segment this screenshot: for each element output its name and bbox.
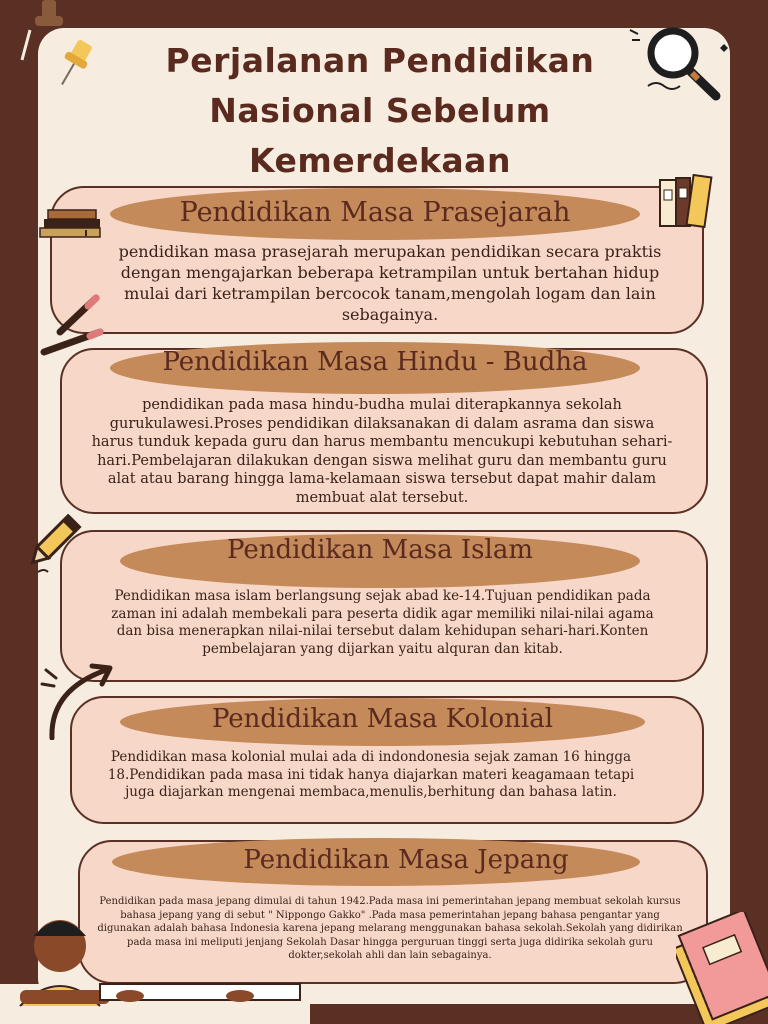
section-heading: Pendidikan Masa Prasejarah <box>179 197 571 228</box>
magnifying-glass-icon <box>628 18 748 108</box>
section-text: pendidikan pada masa hindu-budha mulai diterapkannya sekolah gurukulawesi.Proses pendidikan dilaksanakan di dalam asrama dan siswa harus tunduk kepada guru dan harus membantu mencukupi kebutuhan sehari-hari.Pembelajaran dilakukan dengan siswa melihat guru dan membantu guru alat atau barang hingga lama-kelamaan siswa tersebut dapat mahir dalam membuat alat tersebut. <box>91 397 673 506</box>
pencils-icon <box>36 292 108 358</box>
section-text: pendidikan masa prasejarah merupakan pendidikan secara praktis dengan mengajarkan beberapa ketrampilan untuk bertahan hidup mulai dari ketrampilan bercocok tanam,mengolah logam dan lain sebagainya. <box>118 242 662 324</box>
pencil-icon <box>24 514 84 576</box>
section-heading: Pendidikan Masa Kolonial <box>211 704 554 734</box>
books-icon <box>38 206 106 242</box>
section-text: Pendidikan masa islam berlangsung sejak abad ke-14.Tujuan pendidikan pada zaman ini adalah membekali para peserta didik agar memiliki nilai-nilai agama dan bisa menerapkan nilai-nilai tersebut dalam kehidupan sehari-hari.Konten pembelajaran yang dijarkan yaitu alquran dan kitab. <box>111 588 654 657</box>
section-text: Pendidikan masa kolonial mulai ada di indondonesia sejak zaman 16 hingga 18.Pendidikan pada masa ini tidak hanya diajarkan materi keagamaan tetapi juga diajarkan mengenai membaca,menulis,berhitung dan bahasa latin. <box>107 749 635 800</box>
push-pin-icon <box>20 0 100 100</box>
section-heading: Pendidikan Masa Hindu - Budha <box>162 347 588 377</box>
binders-icon <box>658 174 722 230</box>
curved-arrow-icon <box>40 660 120 740</box>
boy-reading-icon <box>0 906 310 1024</box>
section-heading: Pendidikan Masa Islam <box>227 535 533 565</box>
section-text: Pendidikan pada masa jepang dimulai di tahun 1942.Pada masa ini pemerintahan jepang membuat sekolah kursus bahasa jepang yang di sebut " Nippongo Gakko" .Pada masa pemerintahan jepang bahasa pengantar yang digunakan adalah bahasa Indonesia karena jepang melarang menggunakan bahasa sekolah.Sekolah yang didirikan pada masa ini meliputi jenjang Sekolah Dasar hingga perguruan tinggi serta juga didirika sekolah guru dokter,sekolah ahli dan lain sebagainya. <box>97 896 683 961</box>
notebooks-icon <box>676 912 768 1024</box>
page-title: Perjalanan Pendidikan Nasional Sebelum Kemerdekaan <box>165 41 595 180</box>
section-heading: Pendidikan Masa Jepang <box>243 845 569 875</box>
